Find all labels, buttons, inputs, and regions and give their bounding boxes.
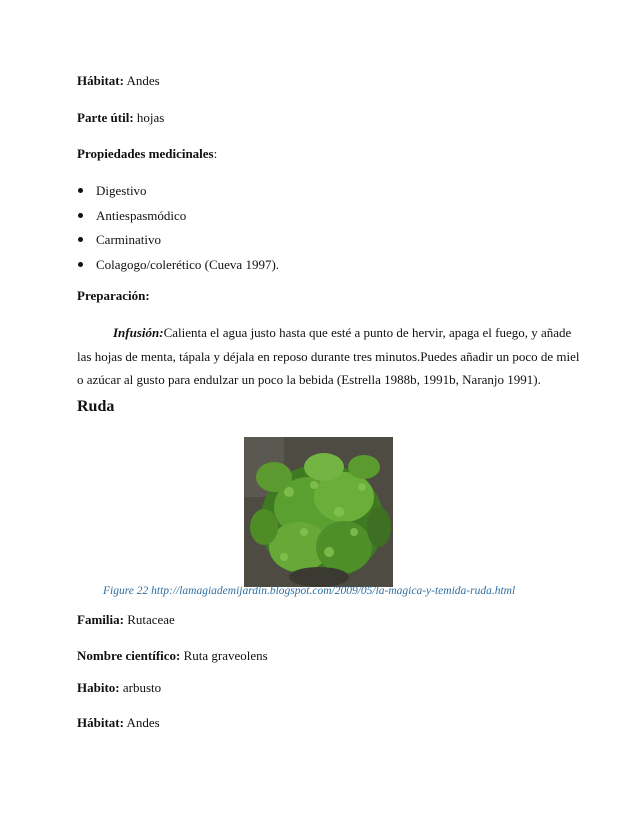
list-item: Carminativo (77, 232, 279, 257)
propiedades-line (77, 146, 217, 162)
list-item: Digestivo (77, 183, 279, 208)
plant-illustration (244, 437, 393, 587)
paragraph-line-3: o azúcar al gusto para endulzar un poco la bebida (Estrella 1988b, 1991b, Naranjo 1991). (77, 372, 541, 387)
paragraph-line-1 (77, 325, 572, 341)
familia-value: Rutaceae (127, 612, 175, 627)
ruda-plant-image (244, 437, 393, 587)
habito-value: arbusto (122, 680, 162, 695)
propiedades-colon: : (213, 146, 218, 161)
habitat-line-2 (77, 715, 160, 731)
habito-label: Habito: (77, 680, 120, 695)
habitat-label: Hábitat: (77, 73, 124, 88)
habitat-value-2: Andes (126, 715, 160, 730)
nombre-cientifico-label: Nombre científico: (77, 648, 181, 663)
bullet-icon (78, 237, 83, 242)
paragraph-line-2: las hojas de menta, tápala y déjala en reposo durante tres minutos.Puedes añadir un poco de miel (77, 349, 580, 364)
bullet-icon (78, 188, 83, 193)
familia-line (77, 612, 175, 628)
habitat-label-2: Hábitat: (77, 715, 124, 730)
parte-util-line (77, 110, 164, 126)
list-item: Colagogo/colerético (Cueva 1997). (77, 257, 279, 282)
bullet-icon (78, 262, 83, 267)
parte-util-value: hojas (136, 110, 165, 125)
list-item: Antiespasmódico (77, 208, 279, 233)
preparacion-label: Preparación: (77, 288, 150, 303)
section-heading-ruda: Ruda (77, 398, 115, 415)
bullet-icon (78, 213, 83, 218)
figure-caption: Figure 22 http://lamagiademijardin.blogspot.com/2009/05/la-magica-y-temida-ruda.html (103, 585, 516, 597)
familia-label: Familia: (77, 612, 124, 627)
propiedades-list (77, 183, 279, 281)
habitat-line (77, 73, 160, 89)
infusion-label: Infusión: (113, 325, 164, 340)
habito-line (77, 680, 161, 696)
paragraph-line-1-text: Calienta el agua justo hasta que esté a punto de hervir, apaga el fuego, y añade (163, 325, 572, 340)
nombre-cientifico-line (77, 648, 268, 664)
propiedades-label: Propiedades medicinales (77, 146, 214, 161)
nombre-cientifico-value: Ruta graveolens (183, 648, 268, 663)
parte-util-label: Parte útil: (77, 110, 134, 125)
habitat-value: Andes (126, 73, 160, 88)
